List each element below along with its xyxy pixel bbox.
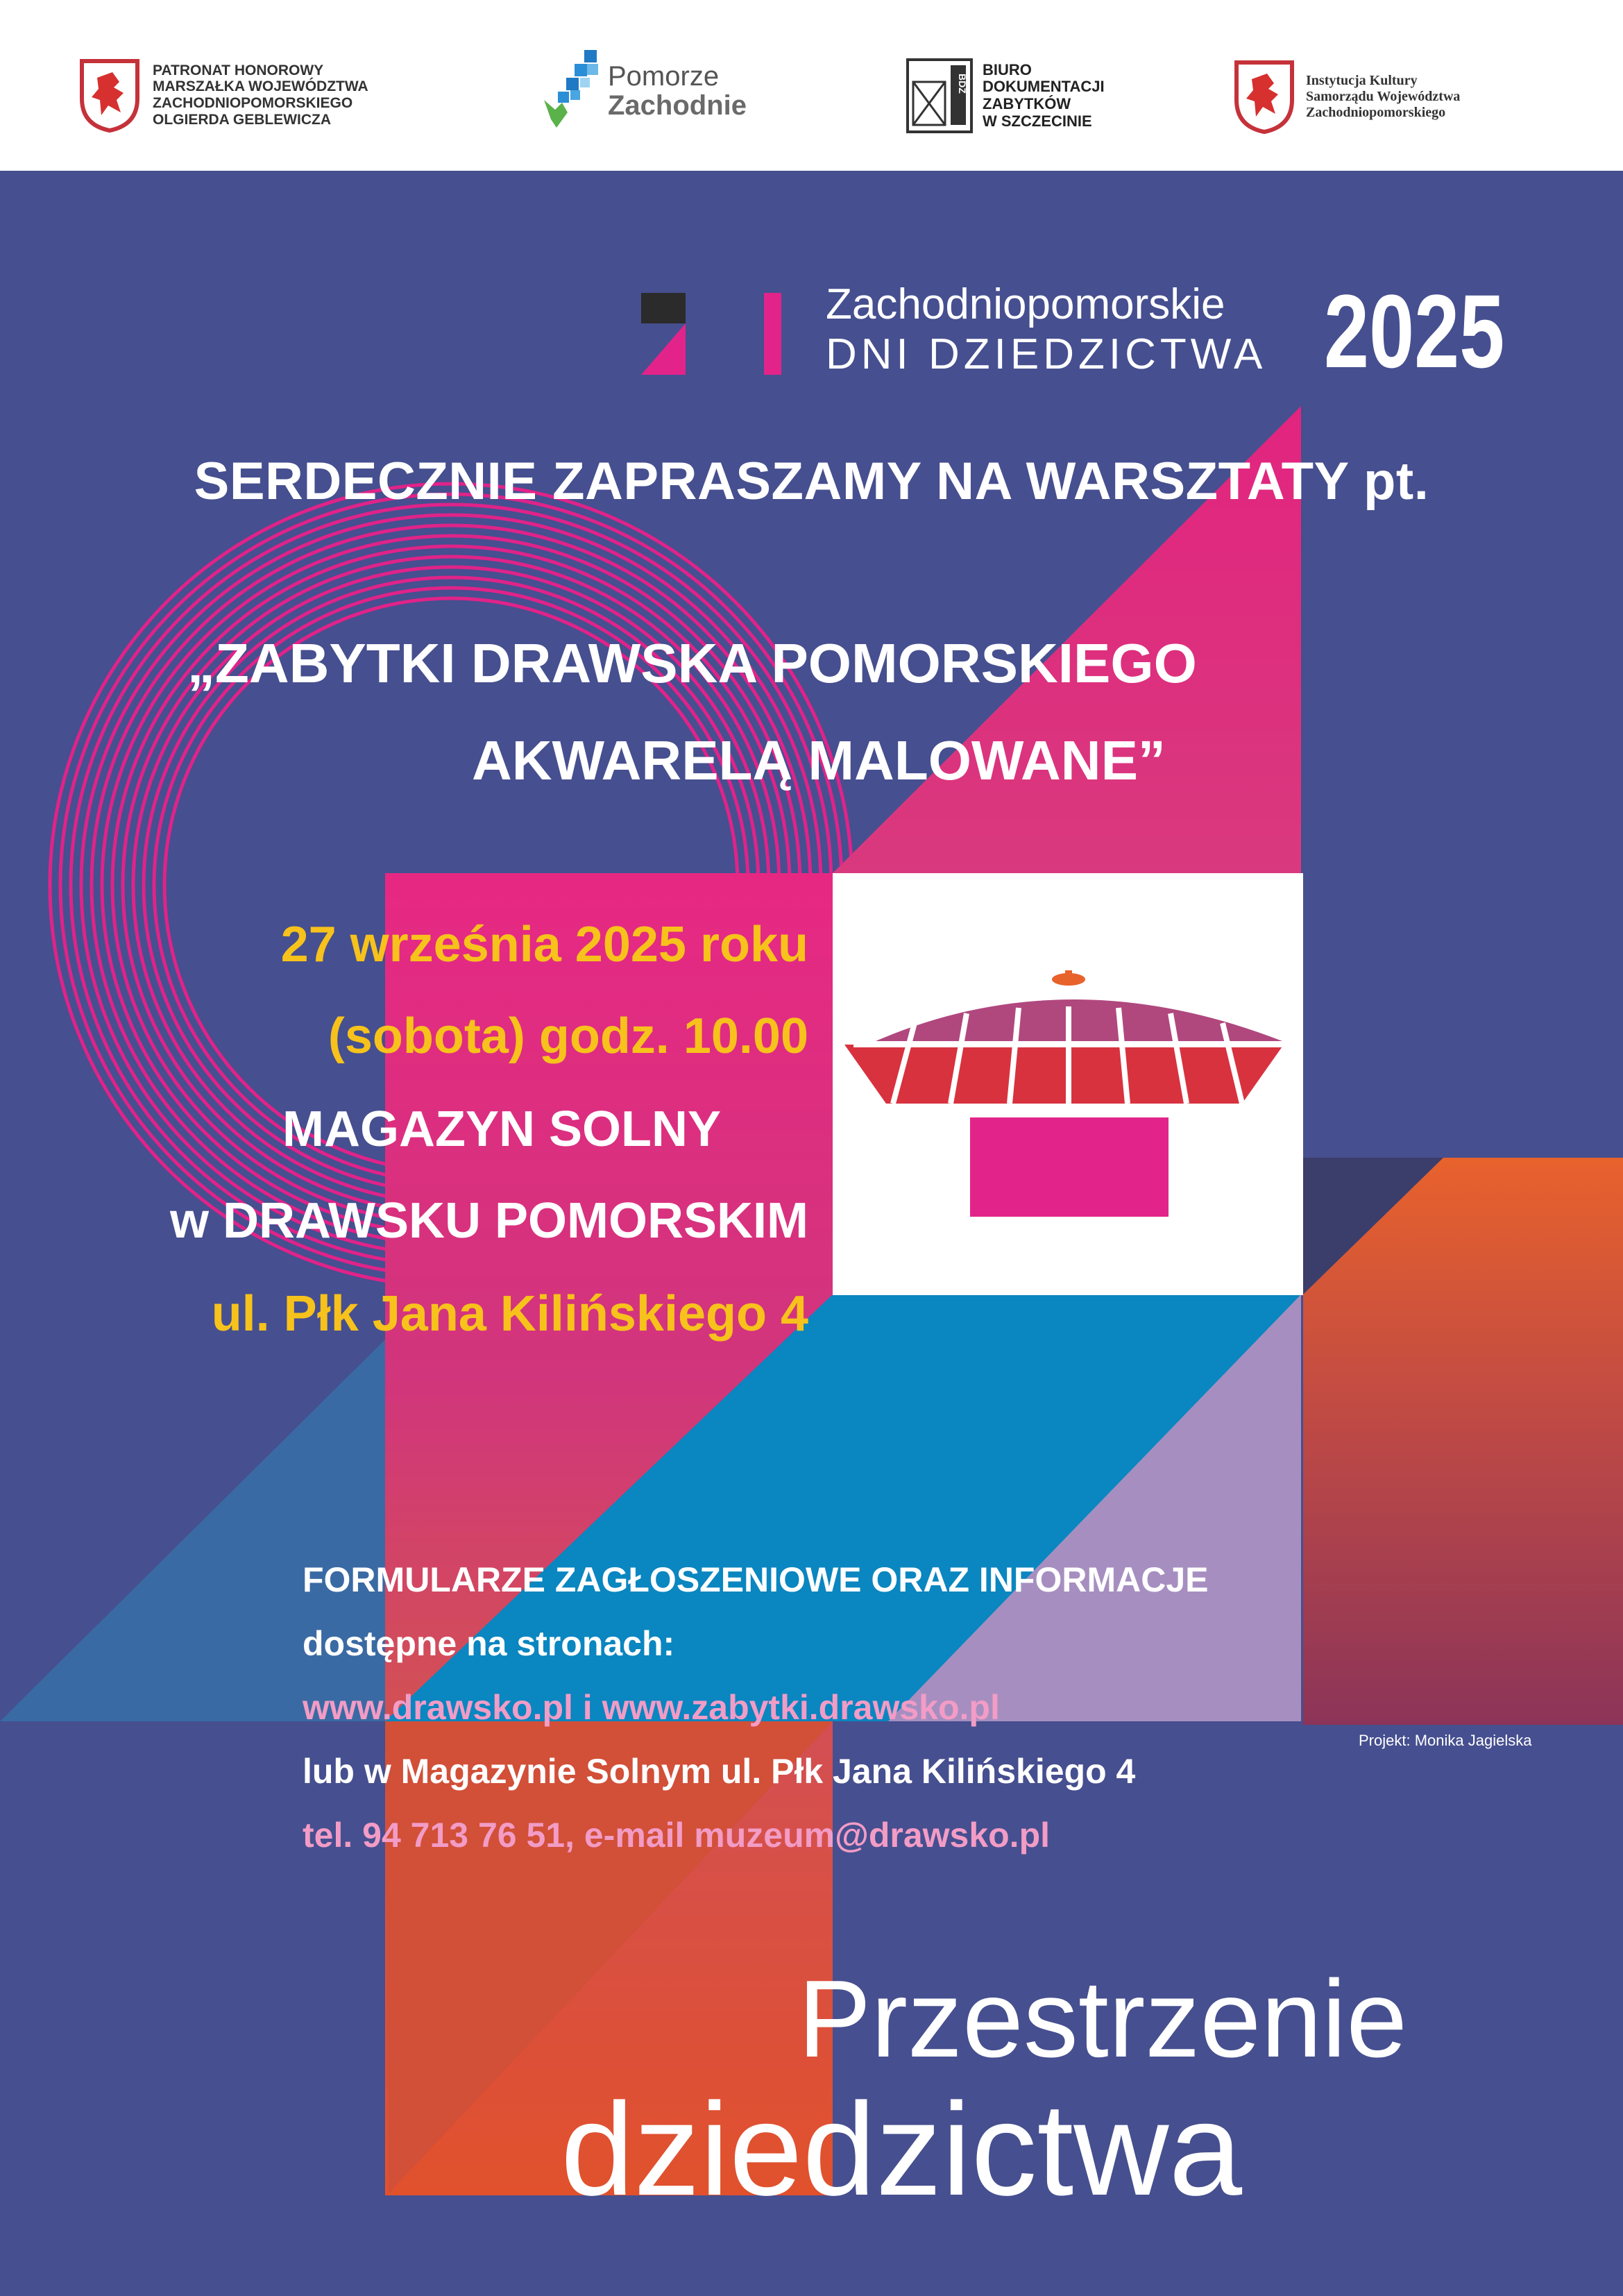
griffin-shield-icon: [1232, 58, 1296, 135]
event-brand-line2: DNI DZIEDZICTWA: [826, 330, 1267, 378]
patronat-logo: [78, 57, 368, 133]
event-town: w DRAWSKU POMORSKIM: [169, 1193, 808, 1249]
logo4-line: Samorządu Województwa: [1306, 88, 1461, 104]
logo4-line: Instytucja Kultury: [1306, 72, 1418, 88]
event-time: (sobota) godz. 10.00: [328, 1008, 808, 1064]
pomorze-wordmark: Pomorze: [608, 61, 720, 92]
workshop-title-line2: AKWARELĄ MALOWANE”: [472, 729, 1166, 791]
logo3-line: ZABYTKÓW: [983, 95, 1071, 112]
logo1-line: ZACHODNIOPOMORSKIEGO: [153, 95, 353, 111]
logo4-line: Zachodniopomorskiego: [1306, 104, 1446, 120]
bdz-building-icon: [906, 58, 973, 133]
main-heading: SERDECZNIE ZAPRASZAMY NA WARSZTATY pt.: [194, 452, 1429, 511]
event-brand: [826, 280, 1267, 378]
info-line-available: dostępne na stronach:: [303, 1624, 675, 1663]
bdz-logo: [906, 58, 1105, 133]
slogan-line2: dziedzictwa: [561, 2076, 1243, 2223]
event-brand-line1: Zachodniopomorskie: [826, 280, 1225, 328]
event-year: 2025: [1324, 273, 1505, 389]
logo1-line: OLGIERDA GEBLEWICZA: [153, 111, 332, 128]
info-websites-link[interactable]: www.drawsko.pl i www.zabytki.drawsko.pl: [303, 1688, 1000, 1727]
workshop-title-line1: „ZABYTKI DRAWSKA POMORSKIEGO: [187, 632, 1197, 694]
logo1-line: PATRONAT HONOROWY: [153, 62, 324, 78]
logo3-line: W SZCZECINIE: [983, 112, 1092, 130]
pomorze-zachodnie-logo: [541, 46, 747, 136]
instytucja-kultury-logo: [1232, 58, 1460, 135]
logo3-line: BIURO: [983, 60, 1032, 78]
logo1-line: MARSZAŁKA WOJEWÓDZTWA: [153, 78, 368, 95]
logo3-line: DOKUMENTACJI: [983, 78, 1105, 96]
pomorze-mosaic-icon: [541, 46, 604, 136]
zdi-logo-mark: [641, 293, 781, 375]
event-date: 27 września 2025 roku: [280, 917, 808, 972]
info-contact[interactable]: tel. 94 713 76 51, e-mail muzeum@drawsko.pl: [303, 1816, 1051, 1855]
design-credit: Projekt: Monika Jagielska: [1359, 1732, 1532, 1749]
info-block: [303, 1548, 1209, 1867]
griffin-shield-icon: [78, 57, 142, 133]
bdz-mark: BDZ: [957, 74, 968, 94]
info-line-forms: FORMULARZE ZAGŁOSZENIOWE ORAZ INFORMACJE: [303, 1560, 1209, 1599]
info-line-location: lub w Magazynie Solnym ul. Płk Jana Kilińskiego 4: [303, 1752, 1136, 1791]
event-venue: MAGAZYN SOLNY: [282, 1101, 721, 1157]
event-address: ul. Płk Jana Kilińskiego 4: [211, 1286, 808, 1342]
slogan-line1: Przestrzenie: [798, 1958, 1408, 2080]
zachodnie-wordmark: Zachodnie: [608, 90, 747, 121]
header-logo-bar: [0, 0, 1623, 171]
